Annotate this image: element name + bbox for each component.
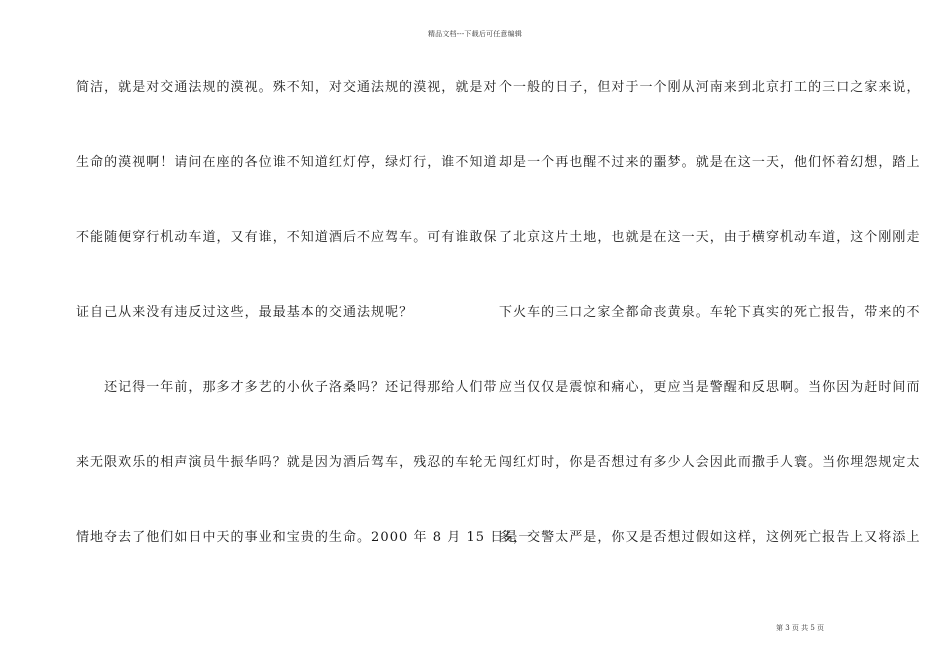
page-header: 精品文档---下载后可任意编辑 — [427, 30, 523, 38]
text-line: 生命的漠视啊！请问在座的各位谁不知道红灯停，绿灯行，谁不知道 — [76, 155, 498, 170]
text-line: 了北京这片土地，也就是在这一天，由于横穿机动车道，这个刚刚走 — [499, 230, 921, 245]
text-line: 闯红灯时，你是否想过有多少人会因此而撒手人寰。当你埋怨规定太 — [499, 455, 921, 470]
text-line: 下火车的三口之家全都命丧黄泉。车轮下真实的死亡报告，带来的不 — [499, 305, 921, 320]
text-line: 却是一个再也醒不过来的噩梦。就是在这一天，他们怀着幻想，踏上 — [499, 155, 921, 170]
text-line: 简洁，就是对交通法规的漠视。殊不知，对交通法规的漠视，就是对 — [76, 80, 498, 95]
text-line: 来无限欢乐的相声演员牛振华吗？就是因为酒后驾车，残忍的车轮无 — [76, 455, 498, 470]
text-line: 证自己从来没有违反过这些，最最基本的交通法规呢？ — [76, 305, 414, 320]
text-line: 还记得一年前，那多才多艺的小伙子洛桑吗？还记得那给人们带 — [76, 380, 498, 395]
text-line: 不能随便穿行机动车道，又有谁，不知道酒后不应驾车。可有谁敢保 — [76, 230, 498, 245]
text-line: 多，交警太严是，你又是否想过假如这样，这例死亡报告上又将添上 — [499, 530, 921, 545]
text-line: 情地夺去了他们如日中天的事业和宝贵的生命。2000 年 8 月 15 日是一 — [76, 530, 533, 545]
page-number: 第 3 页 共 5 页 — [776, 624, 825, 632]
text-line: 应当仅仅是震惊和痛心，更应当是警醒和反思啊。当你因为赶时间而 — [499, 380, 921, 395]
text-line: 个一般的日子，但对于一个刚从河南来到北京打工的三口之家来说， — [499, 80, 921, 95]
